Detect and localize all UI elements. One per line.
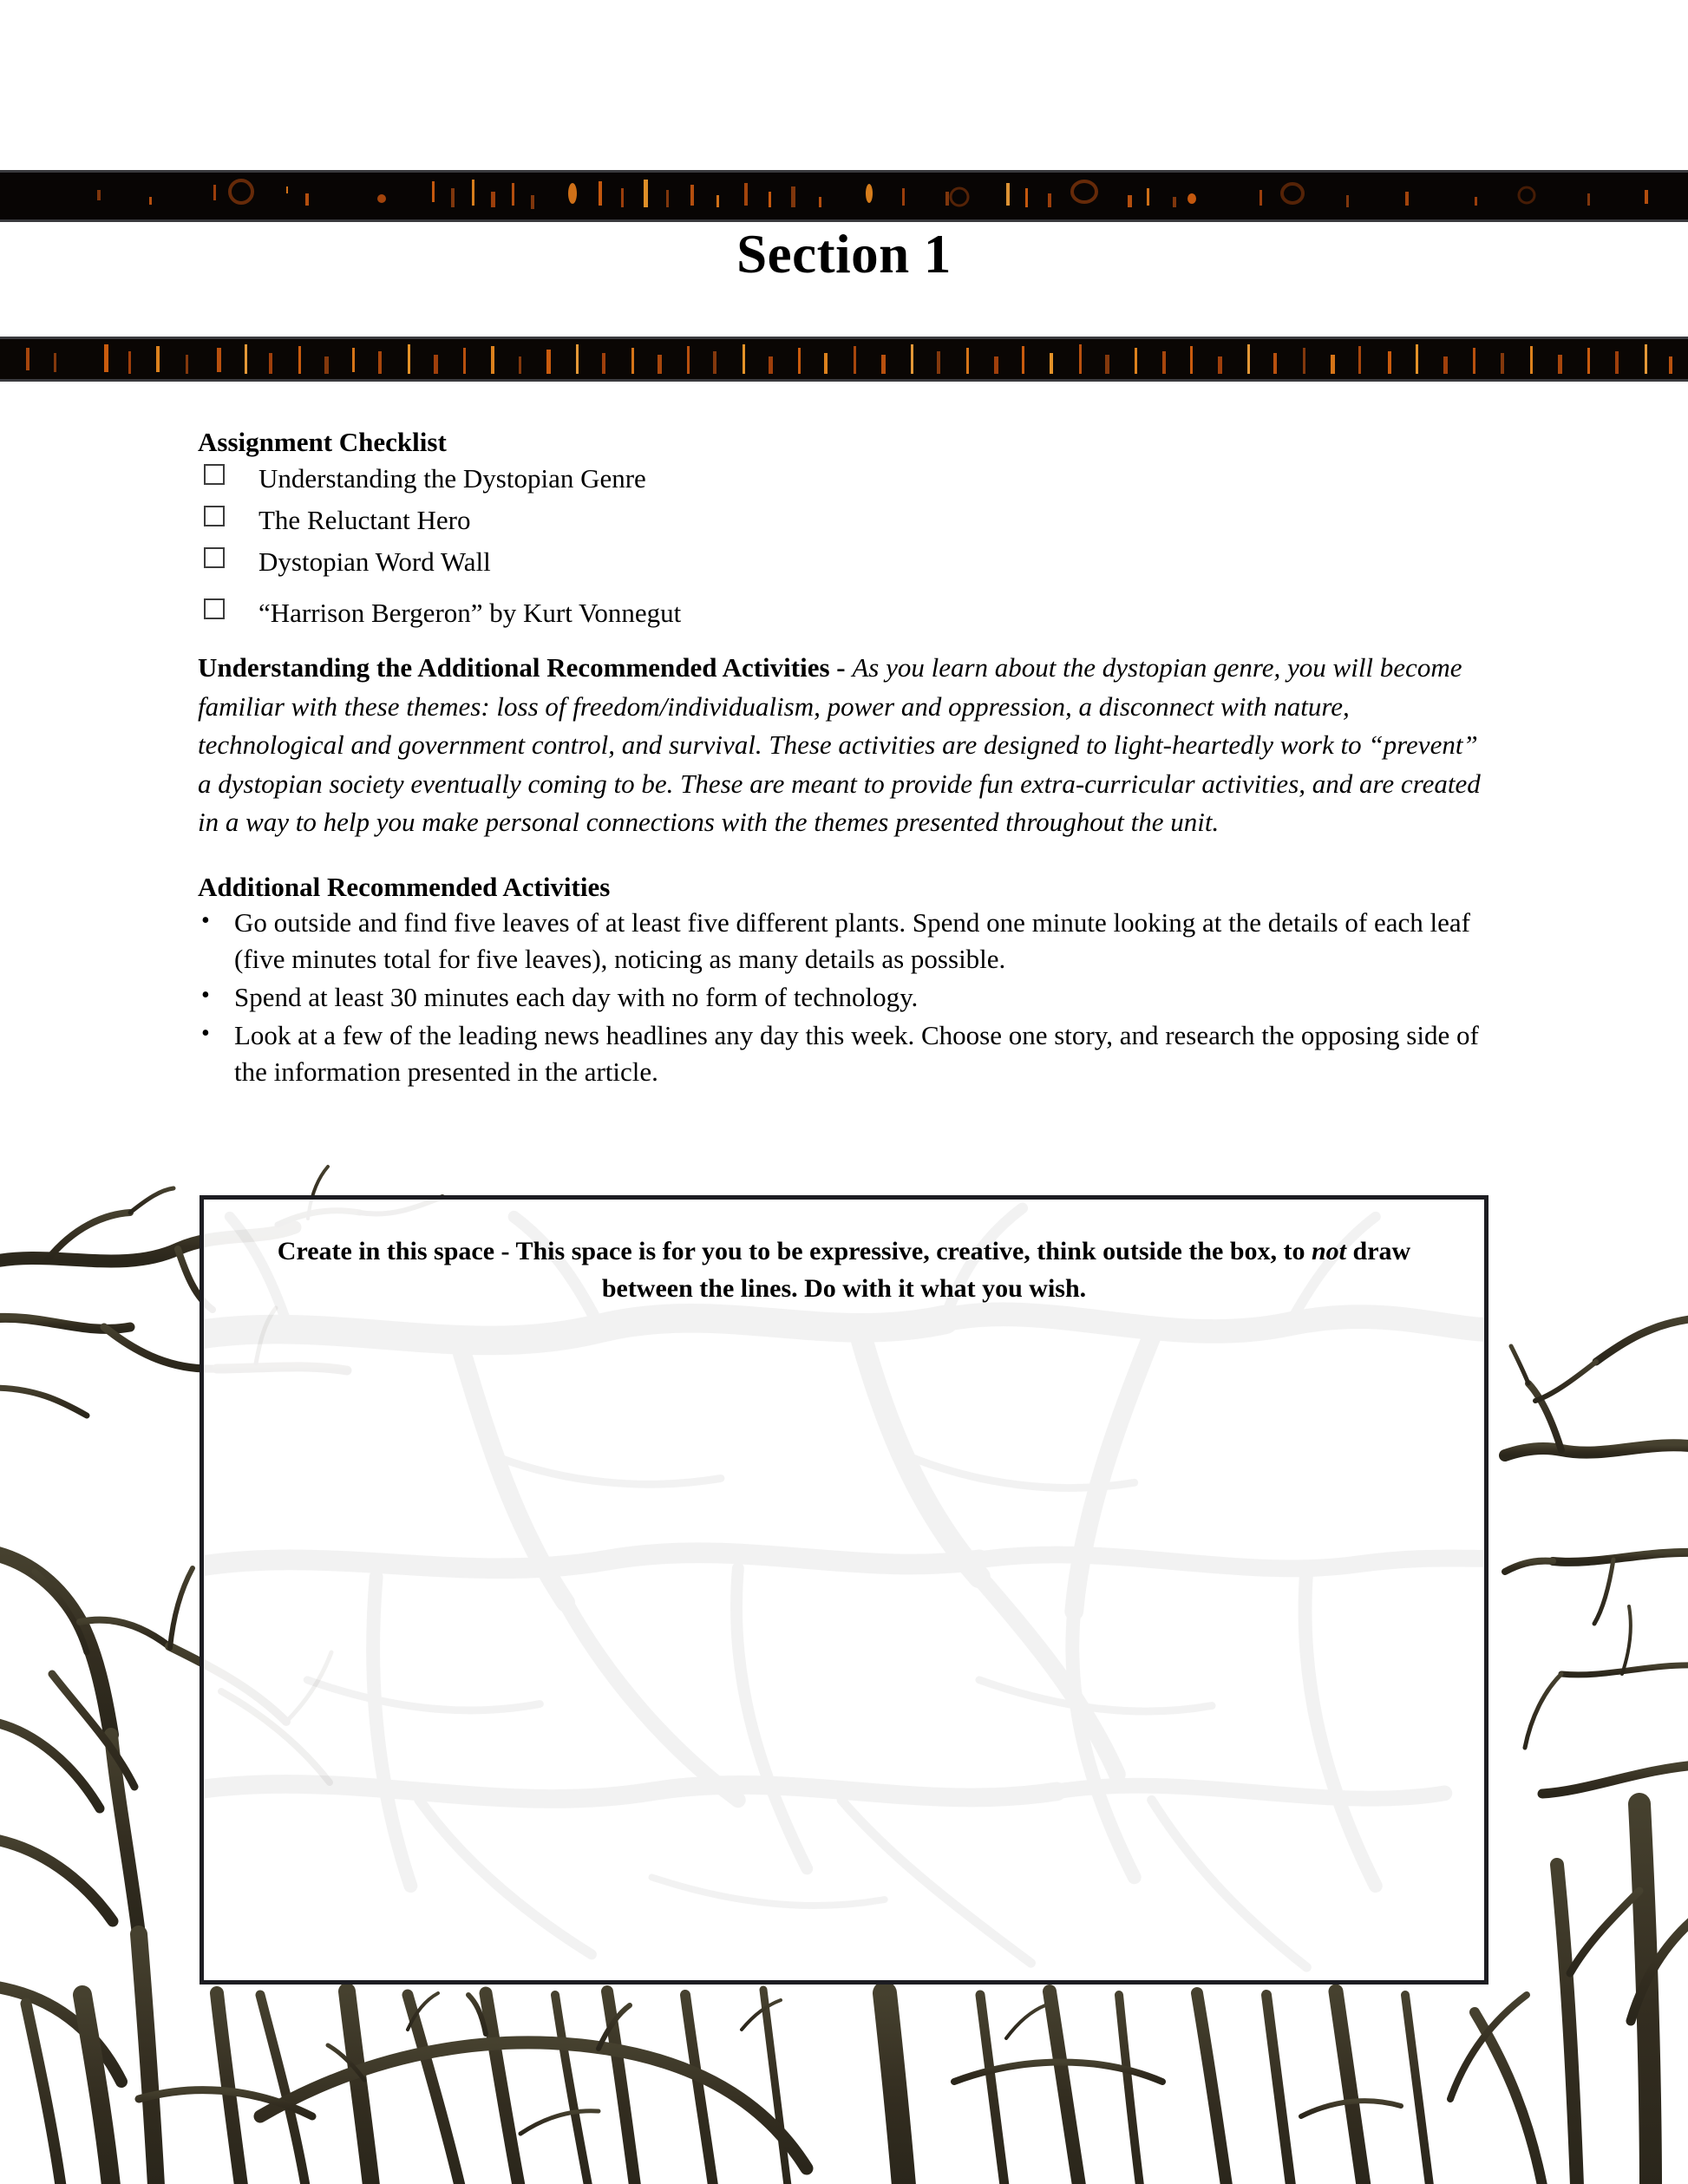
ember-texture-bottom [0,339,1688,379]
checklist-item[interactable] [198,504,1482,536]
create-box-caption [233,1233,1455,1307]
checklist-item-label: Dystopian Word Wall [258,546,491,577]
list-item [198,905,1482,978]
intro-body: As you learn about the dystopian genre, you will become familiar with these themes: loss of freedom/individualism, power and oppression, a disconnect with nature, technological and government control, and survival. These activities are designed to light-heartedly work to “prevent” a dystopian society eventually coming to be. These are meant to provide fun extra-curricular activities, and are created in a way to help you make personal connections with the themes presented throughout the unit. [198,652,1481,838]
checkbox-icon[interactable] [204,464,225,485]
assignment-checklist-heading: Assignment Checklist [198,427,447,457]
checkbox-icon[interactable] [204,506,225,526]
create-in-this-space-box[interactable] [200,1195,1488,1985]
list-item-label: Go outside and find five leaves of at least five different plants. Spend one minute looking at the details of each leaf (five minutes total for five leaves), noticing as many details as possible. [234,906,1470,974]
ember-divider-bottom [0,337,1688,382]
create-box-caption-part2: draw between the lines. Do with it what you wish. [601,1237,1411,1303]
checklist-item-label: The Reluctant Hero [258,504,471,535]
list-item [198,1017,1482,1090]
checklist-item[interactable] [198,546,1482,578]
create-box-caption-part1: This space is for you to be expressive, creative, think outside the box, to [515,1237,1312,1265]
checkbox-icon[interactable] [204,547,225,568]
bullet-icon: • [201,1020,210,1048]
additional-activities-heading: Additional Recommended Activities [198,871,611,902]
create-box-caption-lead: Create in this space - [277,1237,516,1265]
branch-watermark [204,1200,1484,1980]
checklist-item[interactable] [198,597,1482,629]
worksheet-content [198,427,1482,1093]
additional-activities-list [198,905,1482,1091]
checklist-item-label: Understanding the Dystopian Genre [258,462,646,494]
ember-divider-top [0,170,1688,222]
checklist-item-label: “Harrison Bergeron” by Kurt Vonnegut [258,598,682,629]
bullet-icon: • [201,982,210,1010]
list-item-label: Spend at least 30 minutes each day with no form of technology. [234,982,919,1013]
checklist-item[interactable] [198,462,1482,494]
list-item [198,979,1482,1016]
create-box-caption-emphasis: not [1312,1237,1347,1265]
list-item-label: Look at a few of the leading news headlines any day this week. Choose one story, and research the opposing side of the information presented in the article. [234,1020,1479,1088]
bullet-icon: • [201,906,210,934]
page-title: Section 1 [736,224,952,284]
ember-texture-top [0,173,1688,219]
intro-paragraph [198,649,1482,841]
intro-lead: Understanding the Additional Recommended Activities - [198,652,853,683]
assignment-checklist [198,462,1482,630]
checkbox-icon[interactable] [204,598,225,619]
